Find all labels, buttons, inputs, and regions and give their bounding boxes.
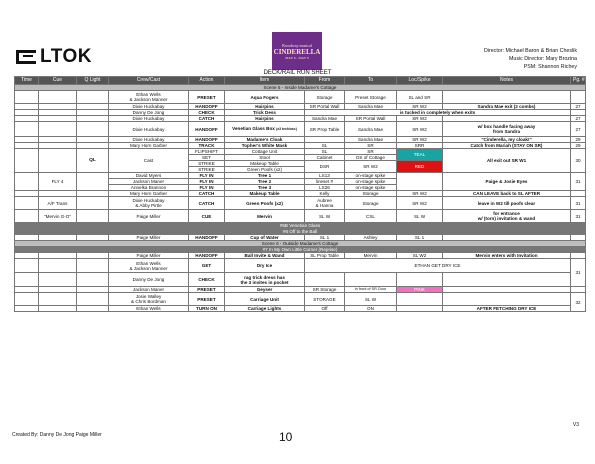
from-cell: SL W	[305, 210, 345, 223]
pg-cell: 27	[571, 104, 586, 110]
action-cell: CATCH	[189, 191, 225, 197]
poster-title: CINDERELLA	[273, 47, 321, 56]
to-cell	[345, 273, 397, 287]
crew-cell: Paige Miller	[109, 253, 189, 259]
col-qlight: Q Light	[77, 77, 109, 85]
to-cell: SR Portal Wall	[345, 116, 397, 122]
action-cell: HANDOFF	[189, 253, 225, 259]
from-cell: lineset #	[305, 179, 345, 185]
poster-line1: Broadway musical	[282, 42, 312, 48]
to-cell: DS of Cottage	[345, 155, 397, 161]
ltok-logo-mark	[16, 50, 36, 64]
col-time: Time	[15, 77, 39, 85]
cue-cell: "Mervin G-O"	[39, 210, 77, 223]
loc-cell: SL and SR	[397, 91, 443, 104]
notes-cell: Catch from Mariah (STAY ON SR)	[443, 143, 571, 149]
crew-cell: Dixie Huckabay	[109, 116, 189, 122]
pg-cell: 30	[571, 149, 586, 173]
notes-cell: "Cinderella, my cloak!"	[443, 137, 571, 143]
table-row	[15, 259, 586, 273]
logo-text: LTOK	[40, 46, 92, 67]
from-cell: Storage	[305, 91, 345, 104]
loc-cell: SR W2	[397, 122, 443, 137]
action-cell: HANDOFF	[189, 122, 225, 137]
notes-cell: All exit out SR W1	[443, 149, 571, 173]
to-cell: SL W	[345, 293, 397, 306]
from-cell: Sandra Mae	[305, 116, 345, 122]
loc-cell: SR W2	[397, 197, 443, 210]
item-cell: Makeup Table	[225, 161, 305, 167]
page-number: 10	[279, 430, 293, 444]
director-credit: Director: Michael Baron & Brian Cheslik	[483, 48, 577, 54]
created-by: Created By: Danny De Jong Paige Miller	[12, 432, 102, 438]
table-row	[15, 122, 586, 137]
cue-cell: A/F Trans	[39, 197, 77, 210]
notes-cell: w/ box handle facing away from Sandra	[443, 122, 571, 137]
to-cell: SR	[345, 143, 397, 149]
loc-cell	[397, 306, 443, 312]
to-cell: Sandra Mae	[345, 137, 397, 143]
from-cell: LS26	[305, 185, 345, 191]
crew-cell: David Myers	[109, 173, 189, 179]
from-cell: SL	[305, 149, 345, 155]
item-cell: Madame's Cloak	[225, 137, 305, 143]
action-cell: STRIKE	[189, 161, 225, 167]
item-cell: Aqua Fogers	[225, 91, 305, 104]
item-cell: Trick Dess	[225, 110, 305, 116]
notes-cell: CAN LEAVE back to SL AFTER	[443, 191, 571, 197]
notes-cell: leave in W2 till poofs clear	[443, 197, 571, 210]
table-row	[15, 197, 586, 210]
song-title: #7 In My Own Little Corner (Reprise)	[15, 247, 586, 253]
col-loc: Loc/Spike	[397, 77, 443, 85]
to-cell: Preset Storage	[345, 91, 397, 104]
action-cell: FLIPSHIFT	[189, 149, 225, 155]
notes-cell: for entrance w/ (torn) invitation & wand	[443, 210, 571, 223]
from-cell: SL	[305, 143, 345, 149]
notes-cell: Mervin enters with Invitation	[443, 253, 571, 259]
crew-cell: Ethan Wells & Jackson Manner	[109, 91, 189, 104]
poster-line3: MAY 6 - MAY 8	[285, 55, 309, 60]
crew-cell: Annelka Brannon	[109, 185, 189, 191]
crew-cell: Dixie Huckabay	[109, 122, 189, 137]
notes-cell	[443, 273, 571, 287]
item-cell: Hairpins	[225, 116, 305, 122]
crew-cell: Mary Horn Garber	[109, 143, 189, 149]
col-to: To	[345, 77, 397, 85]
action-cell: SET	[189, 155, 225, 161]
item-cell: Green Poofs (x2)	[225, 197, 305, 210]
loc-cell: SR W2	[397, 104, 443, 110]
loc-cell: SL 1	[397, 235, 443, 241]
action-cell: TRACK	[189, 143, 225, 149]
from-cell: Cabinet	[305, 155, 345, 161]
red-spike-cell: RED	[397, 161, 443, 173]
loc-cell: SL W	[397, 210, 443, 223]
crew-cell: Jackson Maner	[109, 287, 189, 293]
loc-cell: SR W2	[397, 137, 443, 143]
to-cell: Sandra Mae	[345, 122, 397, 137]
col-pg: Pg. #	[571, 77, 586, 85]
loc-cell	[397, 293, 443, 306]
action-cell: PRESET	[189, 293, 225, 306]
item-cell: Green Poofs (x2)	[225, 167, 305, 173]
q-light-cell: QL	[77, 149, 109, 173]
loc-cell: SL W2	[397, 253, 443, 259]
version-label: V3	[572, 422, 579, 428]
from-cell: SL Prop Table	[305, 253, 345, 259]
pg-cell: 27	[571, 122, 586, 137]
action-cell: HANDOFF	[189, 104, 225, 110]
action-cell: CHECK	[189, 273, 225, 287]
scene-title: Scene 6 - Outside Madame's Cottage	[15, 241, 586, 247]
action-cell: CUE	[189, 210, 225, 223]
pg-cell: 29	[571, 143, 586, 149]
pg-cell: 31	[571, 197, 586, 210]
crew-cell: Dixie Huckabay	[109, 137, 189, 143]
loc-cell: SR W2	[397, 191, 443, 197]
pg-cell: 31	[571, 259, 586, 287]
notes-cell: AFTER FETCHING DRY ICE	[443, 306, 571, 312]
to-cell: SR W2	[345, 161, 397, 173]
dry-ice-note-cell: ETHAN GET DRY ICE	[305, 259, 571, 273]
pg-cell: 29	[571, 137, 586, 143]
action-cell: HANDOFF	[189, 235, 225, 241]
crew-cell: Danny De Jong	[109, 110, 189, 116]
action-cell: TURN ON	[189, 306, 225, 312]
song-title: #6 Off to the Ball	[15, 229, 586, 235]
action-cell: FLY IN	[189, 179, 225, 185]
item-cell: Ball Invite & Wand	[225, 253, 305, 259]
to-cell: Ashley	[345, 235, 397, 241]
cue-cell: FLY 4	[39, 173, 77, 191]
action-cell: GET	[189, 259, 225, 273]
col-item: Item	[225, 77, 305, 85]
crew-cell: Dixie Huckabay & Abby Pirtle	[109, 197, 189, 210]
to-cell: in front of SR Door	[345, 287, 397, 293]
item-cell: rag trick dress has the 3 invites in pocket	[225, 273, 305, 287]
credits	[484, 47, 577, 71]
crew-cell: Jackson Maner	[109, 179, 189, 185]
loc-cell	[397, 273, 443, 287]
to-cell: Mervin	[345, 253, 397, 259]
col-from: From	[305, 77, 345, 85]
action-cell: PRESET	[189, 91, 225, 104]
music-director-credit: Music Director: Mary Brozina	[509, 56, 577, 62]
to-cell: CSL	[345, 210, 397, 223]
pink-spike-cell: PINK	[397, 287, 443, 293]
action-cell: HANDOFF	[189, 137, 225, 143]
pg-cell: 32	[571, 293, 586, 312]
item-cell: Tree 2	[225, 179, 305, 185]
item-cell: Geyser	[225, 287, 305, 293]
action-cell: FLY IN	[189, 173, 225, 179]
to-cell: on-stage spike	[345, 179, 397, 185]
item-cell: Stool	[225, 155, 305, 161]
loc-cell: SR W2	[397, 116, 443, 122]
pg-cell: 31	[571, 210, 586, 223]
from-cell: SR Storage	[305, 287, 345, 293]
run-sheet-table	[14, 76, 586, 312]
item-cell: Hairpins	[225, 104, 305, 110]
item-text: Venetian Glass Box	[232, 126, 275, 131]
action-cell: PRESET	[189, 287, 225, 293]
notes-cell	[443, 91, 571, 104]
crew-cell: Cast	[109, 149, 189, 173]
item-cell: Tree 1	[225, 173, 305, 179]
cinderella-poster	[272, 32, 322, 70]
header-row	[15, 77, 586, 85]
ltok-logo	[16, 46, 92, 68]
table-row	[15, 91, 586, 104]
table-row	[15, 306, 586, 312]
action-cell: CHECK	[189, 110, 225, 116]
crew-cell: Paige Miller	[109, 210, 189, 223]
teal-spike-cell: TEAL	[397, 149, 443, 161]
to-cell: Storage	[345, 197, 397, 210]
to-cell: ON	[345, 306, 397, 312]
crew-cell: Paige Miller	[109, 235, 189, 241]
pg-cell	[571, 91, 586, 104]
item-cell: Carriage Unit	[225, 293, 305, 306]
from-cell: STORAGE	[305, 293, 345, 306]
crew-cell: Danny De Jong	[109, 273, 189, 287]
from-cell: LS13	[305, 173, 345, 179]
col-cue: Cue	[39, 77, 77, 85]
item-cell: Carriage Lights	[225, 306, 305, 312]
to-cell: on-stage spike	[345, 185, 397, 191]
col-notes: Notes	[443, 77, 571, 85]
scene-title: Scene 5 - Inside Madame's Cottage	[15, 85, 586, 91]
from-cell: SL 1	[305, 235, 345, 241]
item-cell: Topher's White Mask	[225, 143, 305, 149]
item-cell: Dry Ice	[225, 259, 305, 273]
col-action: Action	[189, 77, 225, 85]
col-crew: Crew/Cast	[109, 77, 189, 85]
item-note: (x3 tech/usc)	[276, 127, 297, 131]
action-cell: CATCH	[189, 197, 225, 210]
action-cell: STRIKE	[189, 167, 225, 173]
from-cell: SR Portal Wall	[305, 104, 345, 110]
notes-cell: Paige & Josie Eyes	[443, 173, 571, 191]
item-cell: Cup of Water	[225, 235, 305, 241]
from-cell: Kelly	[305, 191, 345, 197]
table-row	[15, 210, 586, 223]
table-row	[15, 293, 586, 306]
notes-cell	[443, 293, 571, 306]
to-cell: SR	[345, 149, 397, 155]
loc-cell: SRR	[397, 143, 443, 149]
crew-cell: Ethan Wells & Jackson Manner	[109, 259, 189, 273]
pg-cell: 27	[571, 116, 586, 122]
crew-cell: Dixie Huckabay	[109, 104, 189, 110]
psm-credit: PSM: Shannon Richey	[523, 64, 577, 70]
item-cell: Tree 3	[225, 185, 305, 191]
item-cell: Makeup Table	[225, 191, 305, 197]
from-cell	[305, 273, 345, 287]
crew-cell: Mary Horn Garber	[109, 191, 189, 197]
action-cell: CATCH	[189, 116, 225, 122]
check-note-cell: is tucked in completely when exits	[305, 110, 571, 116]
from-cell: Off	[305, 306, 345, 312]
crew-cell: Josie Walley & Chris Bordman	[109, 293, 189, 306]
to-cell: Sandra Mae	[345, 104, 397, 110]
from-cell: Aubree & Hanna	[305, 197, 345, 210]
table-row	[15, 273, 586, 287]
to-cell: on-stage spike	[345, 173, 397, 179]
crew-cell: Ethan Wells	[109, 306, 189, 312]
item-cell: Cottage Unit	[225, 149, 305, 155]
to-cell: Storage	[345, 191, 397, 197]
sheet-title: DECK/RAIL RUN SHEET	[263, 70, 332, 76]
pg-cell: 31	[571, 173, 586, 191]
action-cell: FLY IN	[189, 185, 225, 191]
item-cell	[225, 122, 305, 137]
item-cell: Mervin	[225, 210, 305, 223]
from-cell: DSR	[305, 161, 345, 173]
song-title: #5B Venetian Glass	[15, 223, 586, 229]
from-cell: SR Prop Table	[305, 122, 345, 137]
notes-cell: Sandra Mae exit (2 combs)	[443, 104, 571, 110]
